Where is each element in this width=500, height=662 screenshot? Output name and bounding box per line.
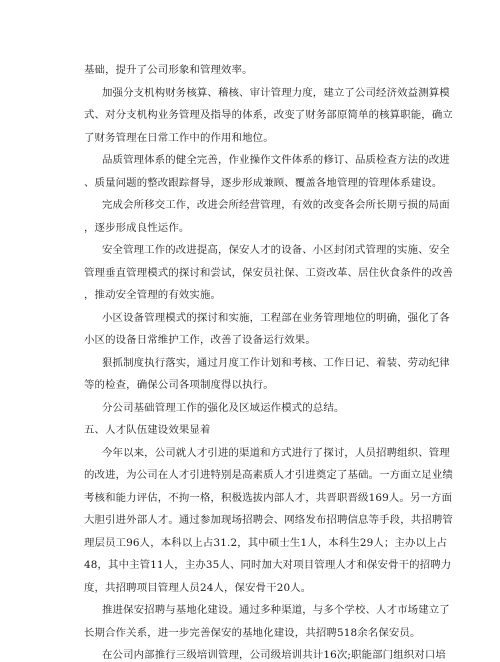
text-line: 、质量问题的整改跟踪督导，逐步形成兼顾、覆盖各地管理的管理体系建设。 xyxy=(84,176,443,189)
text-line: 今年以来，公司就人才引进的渠道和方式进行了探讨，人员招聘组织、管理 xyxy=(102,446,450,459)
text-line: 等的检查，确保公司各项制度得以执行。 xyxy=(84,379,274,391)
text-line: 考核和能力评估，不拘一格，积极选拔内部人才，共晋职晋级169人。另一方面 xyxy=(84,491,453,504)
text-line: 狠抓制度执行落实，通过月度工作计划和考核、工作日记、着装、劳动纪律 xyxy=(102,356,450,369)
text-line: 小区设备管理模式的探讨和实施，工程部在业务管理地位的明确，强化了各 xyxy=(102,311,450,324)
text-line: ，逐步形成良性运作。 xyxy=(84,221,190,234)
text-line: 度，共招聘项目管理人员24人，保安骨干20人。 xyxy=(84,581,312,594)
text-line: 管理垂直管理模式的探讨和尝试，保安员社保、工资改革、居住伙食条件的改善 xyxy=(84,266,453,279)
text-line: 分公司基础管理工作的强化及区域运作模式的总结。 xyxy=(102,401,345,414)
text-line: 完成会所移交工作，改进会所经营管理，有效的改变各会所长期亏损的局面 xyxy=(102,199,450,211)
text-line: ，推动安全管理的有效实施。 xyxy=(84,289,222,301)
text-line: 大胆引进外部人才。通过参加现场招聘会、网络发布招聘信息等手段，共招聘管 xyxy=(84,514,453,526)
text-line: 式、对分支机构业务管理及指导的体系，改变了财务部原简单的核算职能，确立 xyxy=(84,109,453,121)
text-line: 理层员工96人，本科以上占31.2，其中硕士生1人，本科生29人；主办以上占 xyxy=(84,536,448,549)
text-line: 在公司内部推行三级培训管理，公司级培训共计16次;职能部门组织对口培 xyxy=(102,649,446,661)
text-line: 加强分支机构财务核算、稽核、审计管理力度，建立了公司经济效益测算模 xyxy=(102,86,450,99)
text-line: 推进保安招聘与基地化建设。通过多种渠道，与多个学校、人才市场建立了 xyxy=(102,604,450,616)
text-line: 的改进，为公司在人才引进特别是高素质人才引进奠定了基础。一方面立足业绩 xyxy=(84,469,453,481)
text-line: 长期合作关系，进一步完善保安的基地化建设，共招聘518余名保安员。 xyxy=(84,626,421,639)
text-line: 基础，提升了公司形象和管理效率。 xyxy=(84,64,253,76)
text-line: 48，其中主管11人，主办35人、同时加大对项目管理人才和保安骨干的招聘力 xyxy=(84,559,452,571)
text-line: 小区的设备日常维护工作，改善了设备运行效果。 xyxy=(84,334,316,346)
text-line: 了财务管理在日常工作中的作用和地位。 xyxy=(84,131,274,144)
section-heading: 五、人才队伍建设效果显着 xyxy=(84,424,211,436)
text-line: 安全管理工作的改进提高，保安人才的设备、小区封闭式管理的实施、安全 xyxy=(102,244,450,256)
text-line: 品质管理体系的健全完善，作业操作文件体系的修订、品质检查方法的改进 xyxy=(102,154,450,166)
